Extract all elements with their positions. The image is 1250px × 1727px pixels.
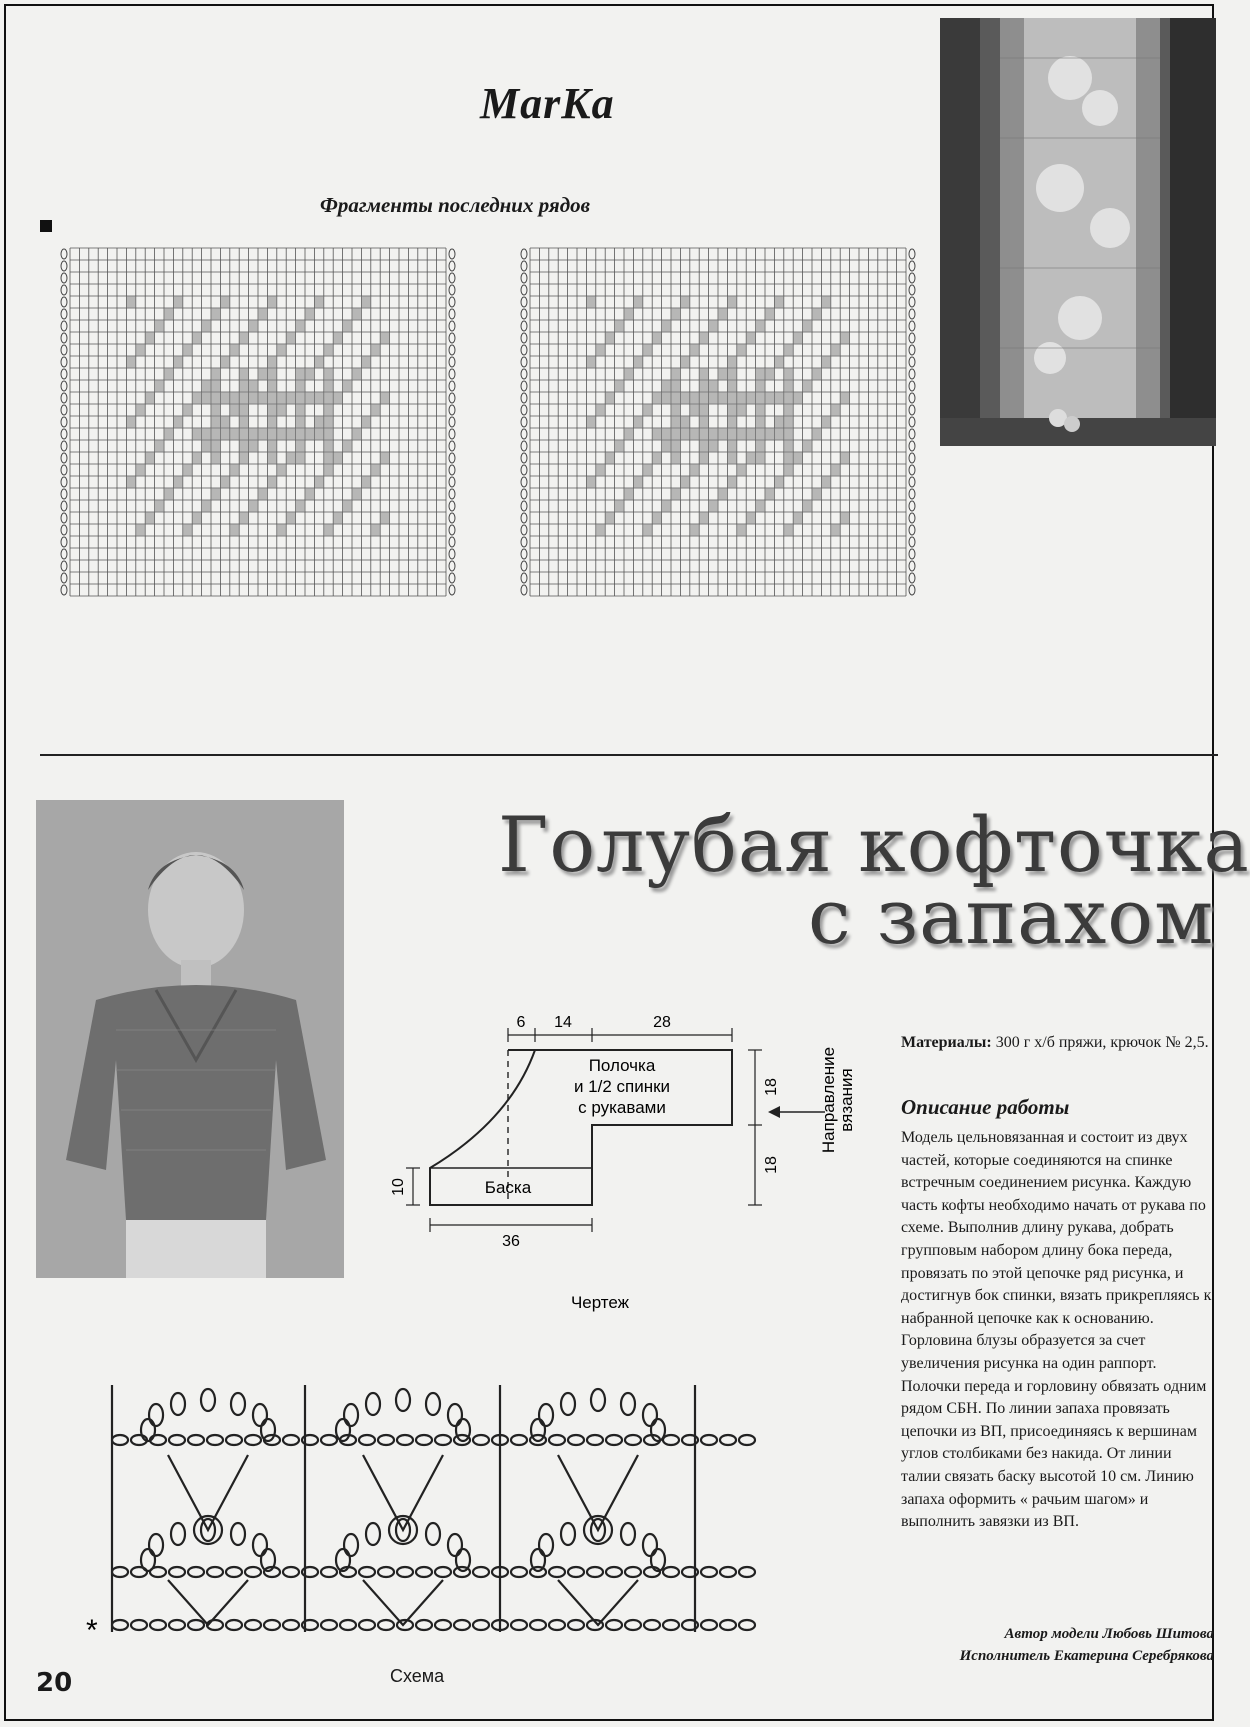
corner-marker bbox=[40, 220, 52, 232]
article-title-line2: с запахом bbox=[808, 872, 1215, 961]
materials-text: 300 г х/б пряжи, крючок № 2,5. bbox=[995, 1034, 1209, 1051]
dim-right-1: 18 bbox=[763, 1078, 780, 1096]
dim-top-3: 28 bbox=[653, 1014, 671, 1031]
direction-arrow-icon bbox=[768, 1106, 780, 1118]
page-number: 20 bbox=[36, 1668, 73, 1698]
description-text: Модель цельновязанная и состоит из двух частей, которые соединяются на спинке встречным соединением рисунка. Каждую часть кофты необходимо начать от рукава по схеме. Выполнив длину рукава, добрать групповым набором длину бока переда, провязать по этой цепочке ряд рисунка, и достигнув бок спинки, вязать прикрепляясь к набранной цепочке как к основанию. Горловина блузы образуется за счет увеличения рисунка на один раппорт. Полочки переда и горловину обвязать одним рядом СБН. По линии запаха провязать цепочки из ВП, присоединяясь к вершинам углов столбиками без накида. От линии талии связать баску высотой 10 см. Линию запаха оформить « рачьим шагом» и выполнить завязки из ВП. bbox=[901, 1129, 1212, 1531]
filet-chart-left bbox=[60, 240, 470, 612]
fragments-title: Фрагменты последних рядов bbox=[320, 193, 591, 217]
description-title: Описание работы bbox=[901, 1095, 1070, 1119]
curtain-photo bbox=[940, 18, 1216, 446]
article-title-line1: Голубая кофточка bbox=[498, 800, 1250, 889]
direction-label-2: вязания bbox=[837, 1068, 856, 1132]
credit-author: Автор модели Любовь Шитова bbox=[1004, 1626, 1214, 1642]
model-photo bbox=[36, 800, 344, 1278]
dim-top-1: 6 bbox=[516, 1014, 526, 1031]
piece-label-2: и 1/2 спинки bbox=[573, 1077, 671, 1096]
dim-bottom: 36 bbox=[502, 1233, 520, 1250]
crochet-schema bbox=[86, 1370, 780, 1650]
credits bbox=[860, 1623, 1214, 1667]
section-divider bbox=[40, 754, 1218, 756]
filet-chart-right bbox=[520, 240, 930, 612]
dim-right-2: 18 bbox=[763, 1156, 780, 1174]
piece-label-1: Полочка bbox=[588, 1056, 656, 1075]
dim-top-2: 14 bbox=[554, 1014, 572, 1031]
basque-label: Баска bbox=[484, 1178, 532, 1197]
drawing-caption: Чертеж bbox=[570, 1293, 630, 1312]
construction-drawing bbox=[360, 1000, 870, 1330]
credit-performer: Исполнитель Екатерина Серебрякова bbox=[959, 1648, 1214, 1664]
materials-label: Материалы: bbox=[901, 1034, 992, 1051]
svg-text:*: * bbox=[86, 1614, 98, 1647]
logo: MarKa bbox=[480, 79, 615, 128]
dim-left: 10 bbox=[390, 1178, 407, 1196]
materials bbox=[901, 1032, 1213, 1054]
piece-label-3: с рукавами bbox=[578, 1098, 666, 1117]
schema-label: Схема bbox=[390, 1666, 445, 1686]
direction-label-1: Направление bbox=[819, 1046, 838, 1154]
